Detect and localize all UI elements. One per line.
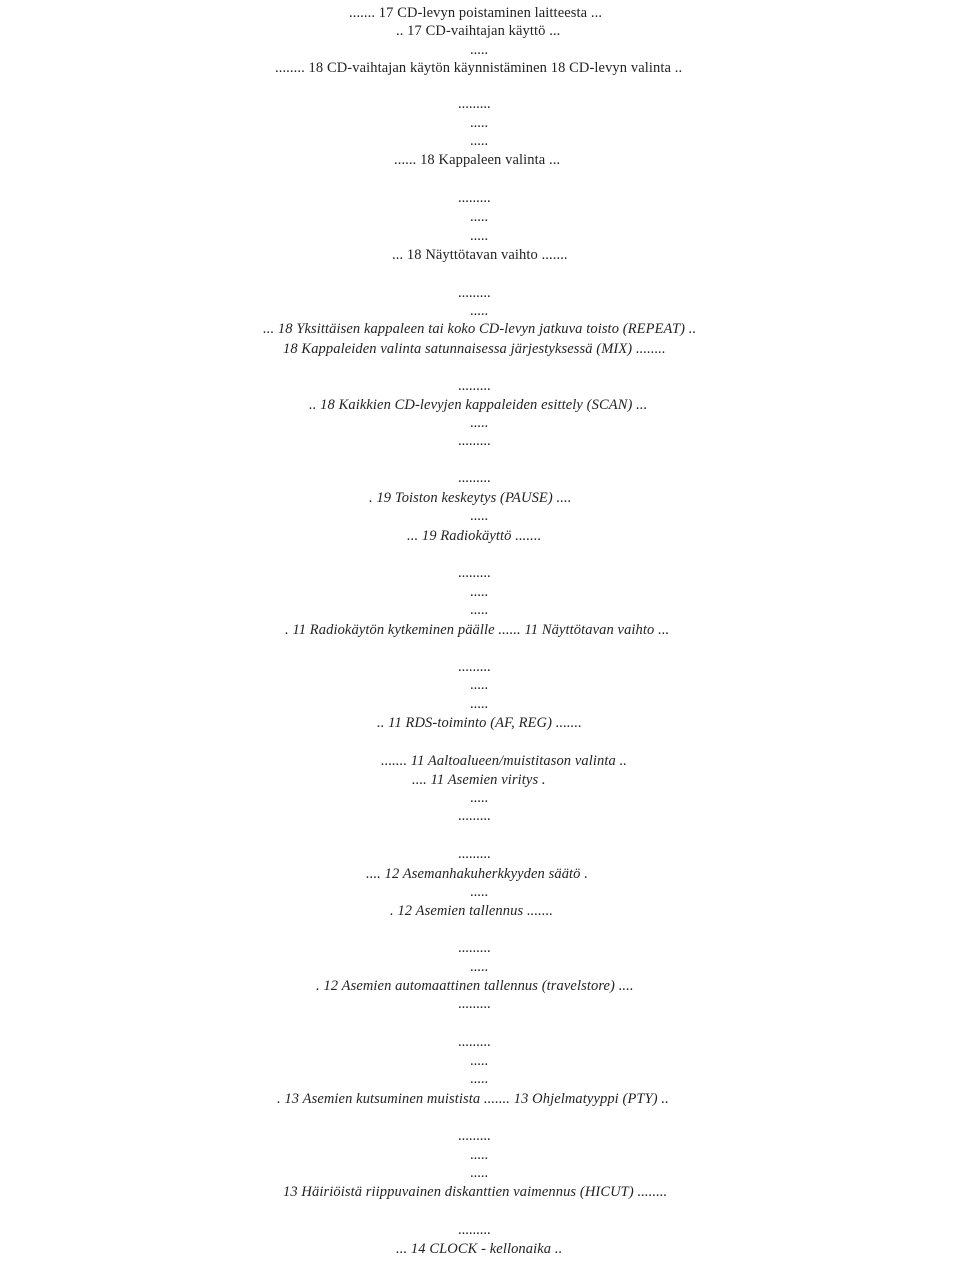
toc-entry: .. 17 CD-vaihtajan käyttö ... xyxy=(396,23,561,39)
toc-entry: ....... 11 Aaltoalueen/muistitason valinta .. xyxy=(381,753,628,769)
toc-leader: ..... xyxy=(470,209,489,225)
toc-leader: ......... xyxy=(458,285,491,301)
toc-entry: . 12 Asemien tallennus ....... xyxy=(390,903,554,919)
toc-leader: ......... xyxy=(458,996,491,1012)
toc-leader: ......... xyxy=(458,940,491,956)
toc-entry: ... 14 CLOCK - kellonaika .. xyxy=(396,1241,563,1257)
toc-entry: .... 11 Asemien viritys . xyxy=(412,772,546,788)
toc-leader: ..... xyxy=(470,696,489,712)
toc-entry: . 19 Toiston keskeytys (PAUSE) .... xyxy=(369,490,572,506)
toc-leader: ......... xyxy=(458,1128,491,1144)
toc-leader: ......... xyxy=(458,190,491,206)
toc-leader: ..... xyxy=(470,303,489,319)
toc-leader: ......... xyxy=(458,433,491,449)
toc-entry: 18 Kappaleiden valinta satunnaisessa järjestyksessä (MIX) ........ xyxy=(283,341,666,357)
toc-leader: ......... xyxy=(458,378,491,394)
toc-entry: . 12 Asemien automaattinen tallennus (travelstore) .... xyxy=(316,978,634,994)
toc-entry: ... 19 Radiokäyttö ....... xyxy=(407,528,542,544)
toc-leader: ..... xyxy=(470,1147,489,1163)
toc-leader: ..... xyxy=(470,1071,489,1087)
toc-entry: 13 Häiriöistä riippuvainen diskanttien vaimennus (HICUT) ........ xyxy=(283,1184,668,1200)
toc-entry: . 13 Asemien kutsuminen muistista ....... 13 Ohjelmatyyppi (PTY) .. xyxy=(277,1091,669,1107)
toc-leader: ..... xyxy=(470,959,489,975)
toc-leader: ..... xyxy=(470,1165,489,1181)
toc-entry: .. 18 Kaikkien CD-levyjen kappaleiden esittely (SCAN) ... xyxy=(309,397,648,413)
toc-entry: . 11 Radiokäytön kytkeminen päälle ...... 11 Näyttötavan vaihto ... xyxy=(285,622,670,638)
toc-entry: ... 18 Yksittäisen kappaleen tai koko CD-levyn jatkuva toisto (REPEAT) .. xyxy=(263,321,697,337)
toc-entry: .. 11 RDS-toiminto (AF, REG) ....... xyxy=(377,715,582,731)
toc-leader: ..... xyxy=(470,415,489,431)
toc-leader: ......... xyxy=(458,659,491,675)
toc-leader: ..... xyxy=(470,584,489,600)
toc-leader: ......... xyxy=(458,846,491,862)
toc-leader: ......... xyxy=(458,1034,491,1050)
toc-leader: ..... xyxy=(470,790,489,806)
toc-leader: ......... xyxy=(458,808,491,824)
toc-leader: ......... xyxy=(458,1222,491,1238)
toc-leader: ..... xyxy=(470,115,489,131)
toc-leader: ..... xyxy=(470,884,489,900)
toc-entry: ... 18 Näyttötavan vaihto ....... xyxy=(392,247,568,263)
toc-entry: .... 12 Asemanhakuherkkyyden säätö . xyxy=(366,866,588,882)
toc-leader: ......... xyxy=(458,96,491,112)
toc-entry: ...... 18 Kappaleen valinta ... xyxy=(394,152,561,168)
toc-leader: ..... xyxy=(470,677,489,693)
toc-leader: ..... xyxy=(470,133,489,149)
toc-leader: ......... xyxy=(458,565,491,581)
toc-leader: ..... xyxy=(470,1053,489,1069)
toc-entry: ........ 18 CD-vaihtajan käytön käynnistäminen 18 CD-levyn valinta .. xyxy=(275,60,683,76)
toc-entry: ....... 17 CD-levyn poistaminen laitteesta ... xyxy=(349,5,603,21)
toc-leader: ..... xyxy=(470,508,489,524)
toc-leader: ..... xyxy=(470,602,489,618)
toc-leader: ..... xyxy=(470,42,489,58)
toc-leader: ......... xyxy=(458,470,491,486)
toc-leader: ..... xyxy=(470,228,489,244)
